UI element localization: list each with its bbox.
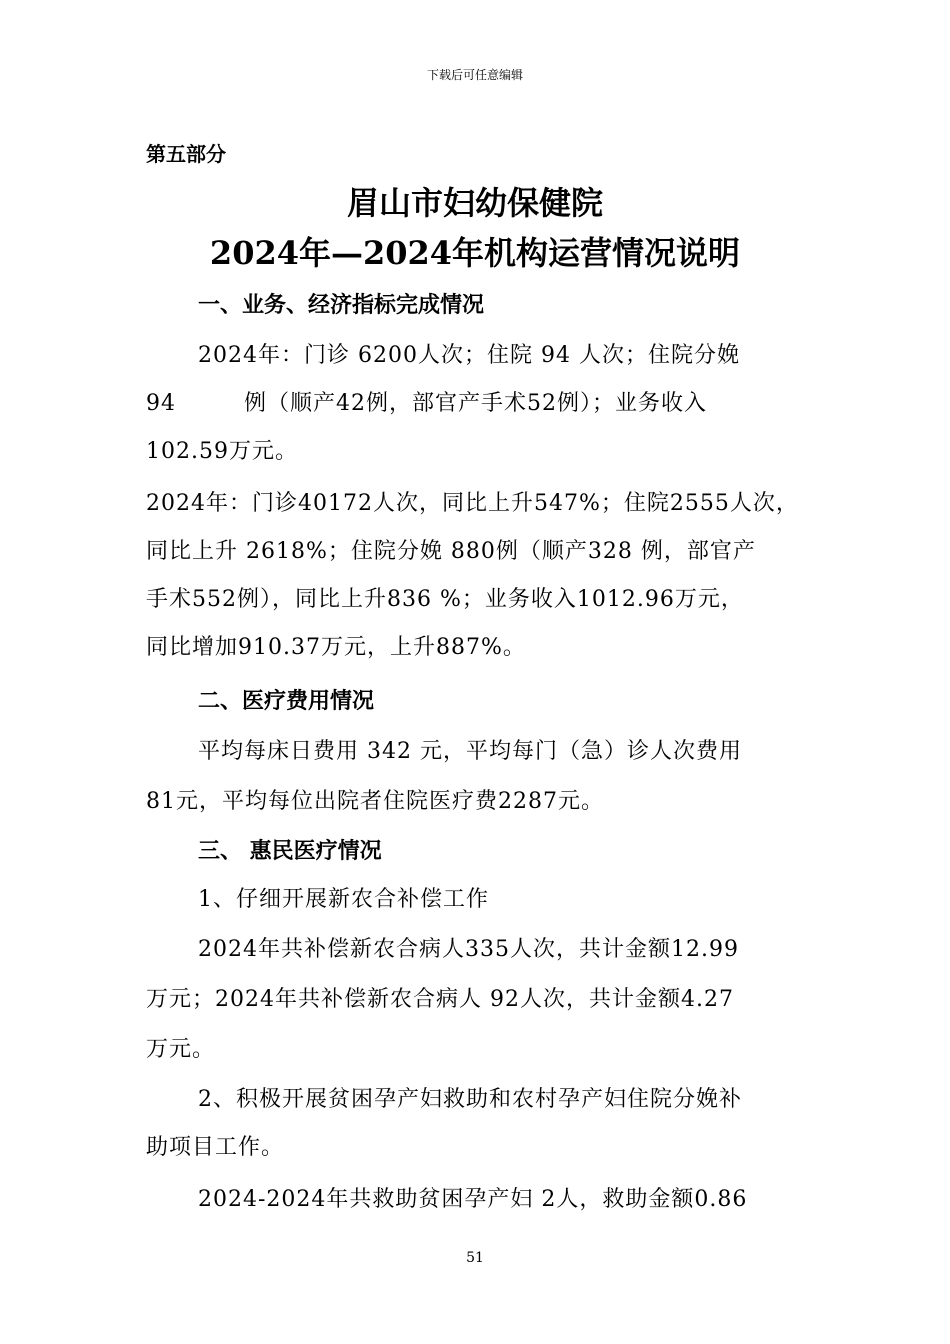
- paragraph-line: 2024年共补偿新农合病人335人次，共计金额12.99: [198, 937, 739, 962]
- list-item: 1、仔细开展新农合补偿工作: [198, 887, 489, 912]
- document-title-line2: 2024年—2024年机构运营情况说明: [209, 234, 741, 272]
- paragraph-line: 2024-2024年共救助贫困孕产妇 2人，救助金额0.86: [198, 1187, 748, 1212]
- list-item: 2、积极开展贫困孕产妇救助和农村孕产妇住院分娩补: [198, 1087, 742, 1112]
- paragraph-line: 同比增加910.37万元，上升887%。: [146, 635, 526, 660]
- section-heading-1: 一、业务、经济指标完成情况: [198, 292, 485, 318]
- section-label: 第五部分: [146, 142, 226, 166]
- paragraph-line: 102.59万元。: [146, 439, 298, 464]
- paragraph-line: 万元；2024年共补偿新农合病人 92人次，共计金额4.27: [146, 987, 734, 1012]
- header-note: 下载后可任意编辑: [426, 68, 523, 82]
- section-heading-2: 二、医疗费用情况: [198, 688, 375, 714]
- paragraph-line: 万元。: [146, 1037, 216, 1062]
- paragraph-line: 2024年：门诊 6200人次；住院 94 人次；住院分娩: [198, 343, 740, 368]
- page-number: 51: [466, 1250, 484, 1266]
- paragraph-line: 同比上升 2618%；住院分娩 880例（顺产328 例，部官产: [146, 539, 756, 564]
- paragraph-fragment: 94: [146, 391, 176, 416]
- document-title-line1: 眉山市妇幼保健院: [346, 184, 603, 222]
- paragraph-line: 平均每床日费用 342 元，平均每门（急）诊人次费用: [198, 739, 742, 764]
- paragraph-line: 2024年：门诊40172人次，同比上升547%；住院2555人次，: [146, 491, 799, 516]
- paragraph-line: [146, 386, 707, 417]
- paragraph-line: 手术552例），同比上升836 %；业务收入1012.96万元，: [146, 587, 744, 612]
- paragraph-line: 81元，平均每位出院者住院医疗费2287元。: [146, 789, 604, 814]
- paragraph-fragment: 例（顺产42例，部官产手术52例）；业务收入: [244, 391, 707, 416]
- paragraph-line: 助项目工作。: [146, 1135, 285, 1160]
- section-heading-3: 三、 惠民医疗情况: [198, 838, 382, 864]
